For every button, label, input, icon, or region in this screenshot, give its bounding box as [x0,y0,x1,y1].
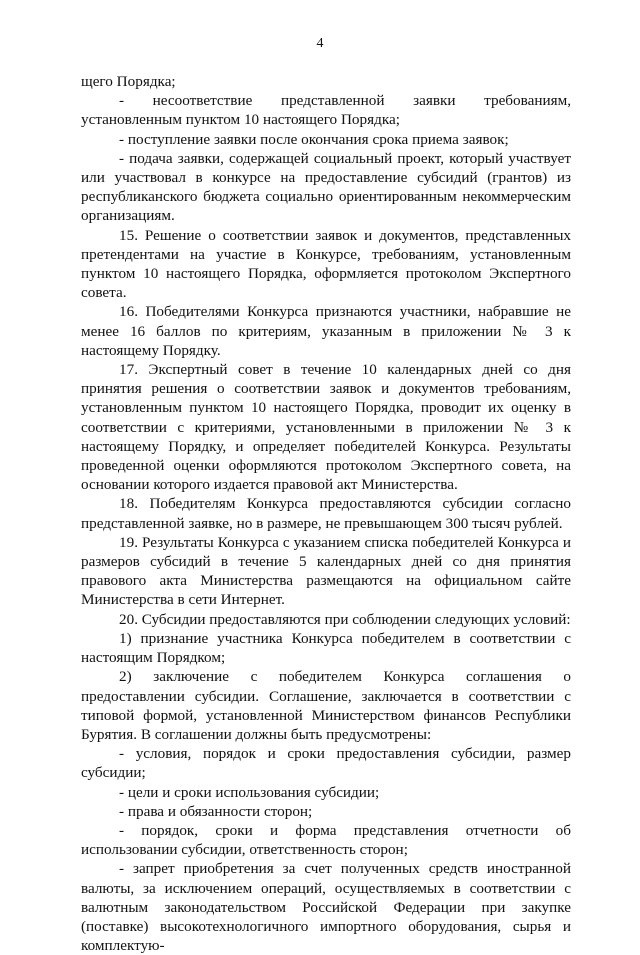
paragraph: - подача заявки, содержащей социальный проект, который участвует или участвовал в конкурсе на предоставление субсидий (грантов) из республиканского бюджета социально ориентированным некоммерческим организациям. [81,149,571,225]
paragraph: - поступление заявки после окончания срока приема заявок; [119,130,509,148]
paragraph: - цели и сроки использования субсидии; [119,783,380,801]
paragraph: - права и обязанности сторон; [119,802,313,820]
paragraph: щего Порядка; [81,73,176,90]
paragraph: - несоответствие представленной заявки требованиям, установленным пунктом 10 настоящего Порядка; [81,92,571,129]
paragraph: 15. Решение о соответствии заявок и документов, представленных претендентами на участие в Конкурсе, требованиям, установленным пунктом 10 настоящего Порядка, оформляется протоколом Экспертного совета. [81,226,571,302]
paragraph: 19. Результаты Конкурса с указанием списка победителей Конкурса и размеров субсидий в течение 5 календарных дней со дня принятия правового акта Министерства размещаются на официальном сайте Министерства в сети Интернет. [81,533,571,609]
page-number: 4 [316,36,324,51]
paragraph: 16. Победителями Конкурса признаются участники, набравшие не менее 16 баллов по критериям, указанным в приложении № 3 к настоящему Порядку. [81,303,571,359]
paragraph: 18. Победителям Конкурса предоставляются субсидии согласно представленной заявке, но в размере, не превышающем 300 тысяч рублей. [81,495,571,532]
paragraph: 17. Экспертный совет в течение 10 календарных дней со дня принятия решения о соответствии заявок и документов требованиям, установленным пунктом 10 настоящего Порядка, проводит их оценку в соответствии с критериями, установленными в приложении № 3 к настоящему Порядку, и определяет победителей Конкурса. Результаты проведенной оценки оформляются протоколом Экспертного совета, на основании которого издается правовой акт Министерства. [81,361,571,494]
paragraph: - условия, порядок и сроки предоставления субсидии, размер субсидии; [81,745,571,782]
paragraph: 2) заключение с победителем Конкурса соглашения о предоставлении субсидии. Соглашение, заключается в соответствии с типовой формой, установленной Министерством финансов Республики Бурятия. В соглашении должны быть предусмотрены: [81,668,571,743]
paragraph: 1) признание участника Конкурса победителем в соответствии с настоящим Порядком; [81,629,571,667]
document-body [81,72,571,955]
paragraph: - запрет приобретения за счет полученных средств иностранной валюты, за исключением операций, осуществляемых в соответствии с валютным законодательством Российской Федерации при закупке (поставке) высокотехнологичного импортного оборудования, сырья и комплектую- [81,860,571,955]
paragraph: - порядок, сроки и форма представления отчетности об использовании субсидии, ответственность сторон; [81,821,571,859]
paragraph: 20. Субсидии предоставляются при соблюдении следующих условий: [119,610,571,628]
